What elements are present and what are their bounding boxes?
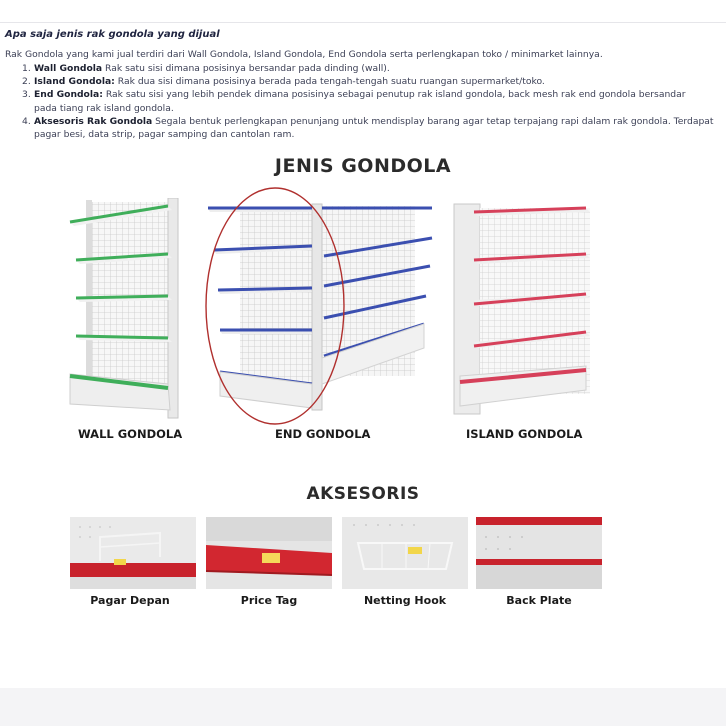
pagar-depan-label: Pagar Depan xyxy=(90,594,170,607)
price-tag-label: Price Tag xyxy=(240,594,298,607)
list-term: Island Gondola: xyxy=(34,76,115,88)
list-number: 2. xyxy=(22,76,31,88)
list-number: 4. xyxy=(22,115,31,127)
bottom-background xyxy=(0,688,726,726)
jenis-gondola-title: JENIS GONDOLA xyxy=(274,155,452,177)
back-plate-label: Back Plate xyxy=(506,594,572,607)
list-item xyxy=(22,62,722,75)
list-description: Rak satu sisi dimana posisinya bersandar pada dinding (wall). xyxy=(102,63,390,74)
list-item xyxy=(22,75,722,88)
list-number: 3. xyxy=(22,89,31,101)
list-description: Rak dua sisi dimana posisinya berada pada tengah-tengah suatu ruangan supermarket/toko. xyxy=(114,76,545,88)
gondola-type-list xyxy=(22,62,722,141)
island-gondola-label: ISLAND GONDOLA xyxy=(466,427,583,441)
price-tag-photo xyxy=(206,517,332,589)
section-heading: Apa saja jenis rak gondola yang dijual xyxy=(5,29,220,40)
wall-gondola-image xyxy=(62,198,190,424)
intro-paragraph: Rak Gondola yang kami jual terdiri dari Wall Gondola, Island Gondola, End Gondola serta perlengkapan toko / minimarket lainnya. xyxy=(5,49,603,60)
netting-hook-label: Netting Hook xyxy=(363,594,447,607)
wall-gondola-label: WALL GONDOLA xyxy=(78,427,183,441)
list-description: Rak satu sisi yang lebih pendek dimana posisinya sebagai penutup rak island gondola, back mesh rak end gondola bersandar pada tiang rak island gondola. xyxy=(34,89,686,114)
list-item xyxy=(22,88,722,114)
netting-hook-photo xyxy=(342,517,468,589)
list-term: End Gondola: xyxy=(34,89,103,101)
end-gondola-label: END GONDOLA xyxy=(275,427,371,441)
list-description: Segala bentuk perlengkapan penunjang untuk mendisplay barang agar tetap terpajang rapi dalam rak gondola. Terdapat pagar besi, data strip, pagar samping dan cantolan ram. xyxy=(34,115,714,141)
pagar-depan-photo xyxy=(70,517,196,589)
back-plate-photo xyxy=(476,517,602,589)
aksesoris-title: AKSESORIS xyxy=(306,484,420,504)
list-item xyxy=(22,115,722,141)
top-divider xyxy=(0,22,726,23)
list-term: Wall Gondola xyxy=(34,63,103,74)
end-gondola-image xyxy=(200,178,440,428)
list-term: Aksesoris Rak Gondola xyxy=(34,115,153,127)
island-gondola-image xyxy=(440,200,600,424)
list-number: 1. xyxy=(22,63,31,74)
